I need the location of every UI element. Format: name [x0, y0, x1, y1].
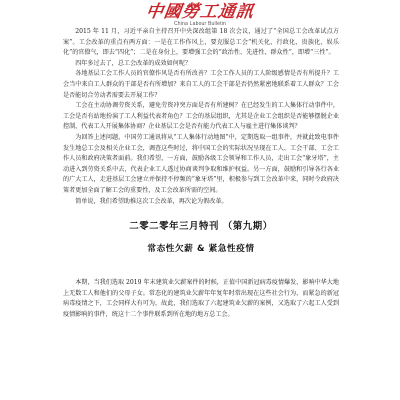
masthead [0, 2, 400, 27]
paragraph-summary: 简单说，我们希望助推这次工会改革，再次论为假改革。 [75, 197, 228, 205]
paragraph-issue-intro: 本期，当我们选取 2019 年末建筑业欠薪案件的时候，正值中国新冠病毒疫情爆发，影响中华大地上无数工人和他们的父母子女。常态化的建筑业欠薪年年复年时常出现在这些社会行为，而紧急的新冠病毒疫情之下，工会同样大有可为，故此，我们选取了六起建筑业欠薪的案例，又选取了六起工人受到疫情影响的事件，统这十二个事件联系到所在地的地方总工会。 [63, 279, 339, 319]
document-body [63, 27, 339, 321]
paragraph-question: 四年多过去了，总工会改革的成效如何呢？ [75, 59, 191, 67]
logo-subtitle: China Labour Bulletin [173, 21, 226, 27]
paragraph-methodology: 为回答上述问题，中国劳工通讯将从“工人集体行动地图”中，定期选取一组事件，并就此致电事件发生地总工会及相关企业工会，调查这些时过，将中国工会的实际状况呈现在工人、工会干部、工会工作人员和政府决策者面前。我们希望，一方面，鼓励各级工会领导和工作人员，走出工会“象牙塔”，主动进入到劳资关系中去，代表企业工人透过协商谈判争取和维护权益。另一方面，鼓励和引导各行各业的广大工人，走进基层工会建立并保持不停频的“象牙塔”里，积极参与到工会改革中来，同时令政府决策者更加全面了解工会的重要性，及工会改革所需的空间。 [63, 133, 339, 194]
issue-subtitle: 常态性欠薪 & 紧急性疫情 [147, 243, 255, 254]
paragraph-collective-action-questions: 工会在主动协调劳资关系，避免劳资冲突方面是否有所建树？在已经发生的工人集体行动事件中，工会是否有站地扮演了工人利益代表者角色？工会的基层组织，尤其是企业工会组织是否能够摆脱企业控制，代表工人开展集体协商？企业基层工会是否有能力代表工人与雇主进行集体谈判？ [63, 102, 339, 131]
paragraph-reform-background: 2015 年 11 月，习近平亲自主持召开中央深改组第 18 次会议，通过了“全国总工会改革试点方案”。工会改革的重点有两方面：一是在工作作风上，要克服总工会“机关化、行政化、贵族化、娱乐化”的官僚气，即去“四化”；二是在身份上，要增强工会的“政治性、先进性、群众性”，即增“三性”。 [63, 28, 339, 57]
issue-title: 二零二零年三月特刊 （第九期） [129, 221, 273, 233]
paragraph-grassroots-questions: 各地基层工会工作人员的官僚作风是否有所改善？工会工作人员的工人阶级感情是否有所提升？工会当中来自工人群众的干部是否有所增加？来自工人的工会干部是否仍然紧密地联系着工人群众？工会是否能切合劳动者需要去开展工作？ [63, 70, 339, 99]
clb-logo: 中國勞工通訊 [144, 2, 256, 22]
